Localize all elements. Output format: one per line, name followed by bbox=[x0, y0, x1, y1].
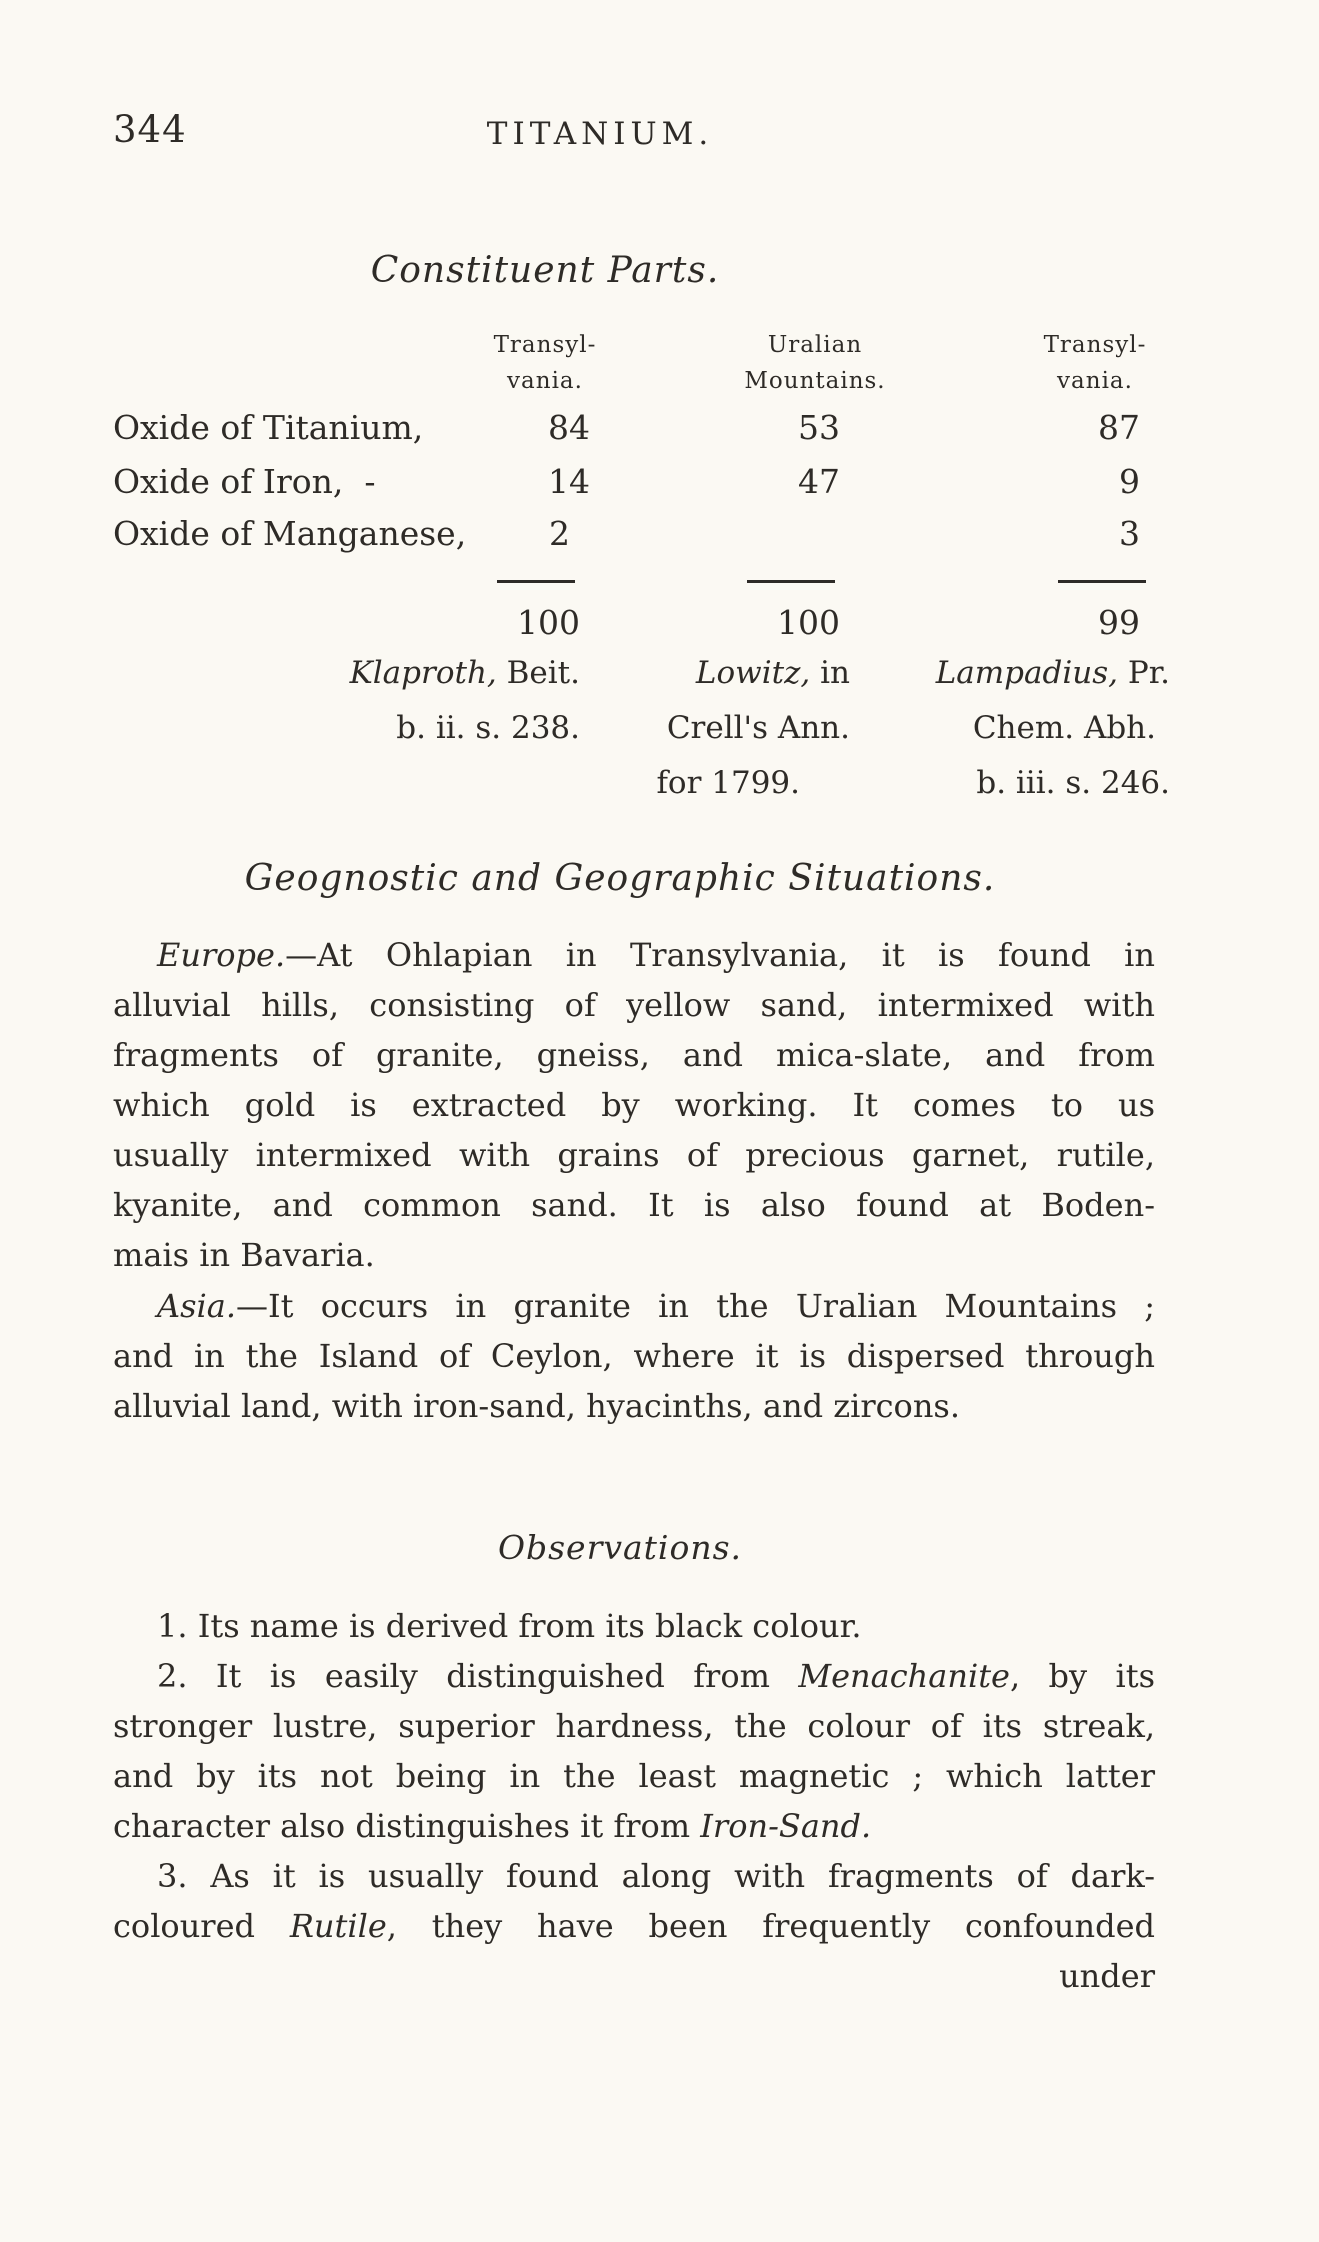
page-number: 344 bbox=[113, 108, 187, 151]
total-1: 100 bbox=[517, 603, 580, 642]
column-header-2: Uralian Mountains. bbox=[744, 332, 886, 394]
cell-iron-1: 14 bbox=[548, 462, 590, 501]
observation-2-line-3: and by its not being in the least magnetic ; which latter bbox=[113, 1757, 1155, 1795]
source-3-line-3: b. iii. s. 246. bbox=[976, 765, 1170, 801]
row-label-iron: Oxide of Iron, - bbox=[113, 462, 376, 501]
europe-line-5: usually intermixed with grains of precious garnet, rutile, bbox=[113, 1136, 1155, 1174]
asia-line-1: Asia.—It occurs in granite in the Uralian Mountains ; bbox=[157, 1287, 1155, 1325]
asia-line-2: and in the Island of Ceylon, where it is dispersed through bbox=[113, 1337, 1155, 1375]
catchword: under bbox=[1059, 1957, 1155, 1995]
europe-line-1: Europe.—At Ohlapian in Transylvania, it is found in bbox=[157, 936, 1155, 974]
europe-line-4: which gold is extracted by working. It comes to us bbox=[113, 1086, 1155, 1124]
source-2-line-3: for 1799. bbox=[656, 765, 800, 801]
source-2-line-2: Crell's Ann. bbox=[666, 710, 850, 746]
asia-line-3: alluvial land, with iron-sand, hyacinths, and zircons. bbox=[113, 1387, 961, 1425]
cell-titanium-2: 53 bbox=[798, 408, 840, 447]
source-3-line-2: Chem. Abh. bbox=[972, 710, 1156, 746]
cell-manganese-1: 2 bbox=[549, 514, 570, 553]
observation-1: 1. Its name is derived from its black colour. bbox=[157, 1607, 862, 1645]
cell-titanium-1: 84 bbox=[548, 408, 590, 447]
total-2: 100 bbox=[777, 603, 840, 642]
row-label-manganese: Oxide of Manganese, bbox=[113, 514, 467, 553]
geognostic-title: Geognostic and Geographic Situations. bbox=[244, 858, 996, 899]
cell-manganese-3: 3 bbox=[1119, 514, 1140, 553]
sum-rule-1 bbox=[497, 580, 575, 583]
europe-line-7: mais in Bavaria. bbox=[113, 1236, 375, 1274]
total-3: 99 bbox=[1098, 603, 1140, 642]
source-1-line-1: Klaproth, Beit. bbox=[349, 655, 580, 691]
europe-label: Europe. bbox=[157, 936, 286, 974]
cell-iron-3: 9 bbox=[1119, 462, 1140, 501]
europe-line-6: kyanite, and common sand. It is also found at Boden- bbox=[113, 1186, 1155, 1224]
constituents-title: Constituent Parts. bbox=[370, 250, 720, 291]
cell-iron-2: 47 bbox=[798, 462, 840, 501]
observation-2-line-1: 2. It is easily distinguished from Menachanite, by its bbox=[157, 1657, 1155, 1695]
europe-line-3: fragments of granite, gneiss, and mica-slate, and from bbox=[113, 1036, 1155, 1074]
sum-rule-3 bbox=[1058, 580, 1146, 583]
asia-paragraph bbox=[113, 1281, 1155, 1431]
source-1-line-2: b. ii. s. 238. bbox=[396, 710, 580, 746]
observation-3-line-2: coloured Rutile, they have been frequently confounded bbox=[113, 1907, 1156, 1945]
observation-2-line-4: character also distinguishes it from Iron-Sand. bbox=[113, 1807, 872, 1845]
observation-2-line-2: stronger lustre, superior hardness, the colour of its streak, bbox=[113, 1707, 1155, 1745]
sum-rule-2 bbox=[747, 580, 835, 583]
row-label-titanium: Oxide of Titanium, bbox=[113, 408, 424, 447]
cell-titanium-3: 87 bbox=[1098, 408, 1140, 447]
source-2-line-1: Lowitz, in bbox=[695, 655, 850, 691]
source-3-line-1: Lampadius, Pr. bbox=[935, 655, 1170, 691]
europe-paragraph bbox=[113, 930, 1155, 1280]
asia-label: Asia. bbox=[157, 1287, 237, 1325]
observation-3-line-1: 3. As it is usually found along with fragments of dark- bbox=[157, 1857, 1155, 1895]
europe-line-2: alluvial hills, consisting of yellow sand, intermixed with bbox=[113, 986, 1155, 1024]
observations-paragraphs bbox=[113, 1601, 1155, 2001]
column-header-3: Transyl- vania. bbox=[1043, 332, 1147, 394]
observations-title: Observations. bbox=[497, 1528, 743, 1567]
column-header-1: Transyl- vania. bbox=[493, 332, 597, 394]
running-head: TITANIUM. bbox=[486, 116, 714, 152]
